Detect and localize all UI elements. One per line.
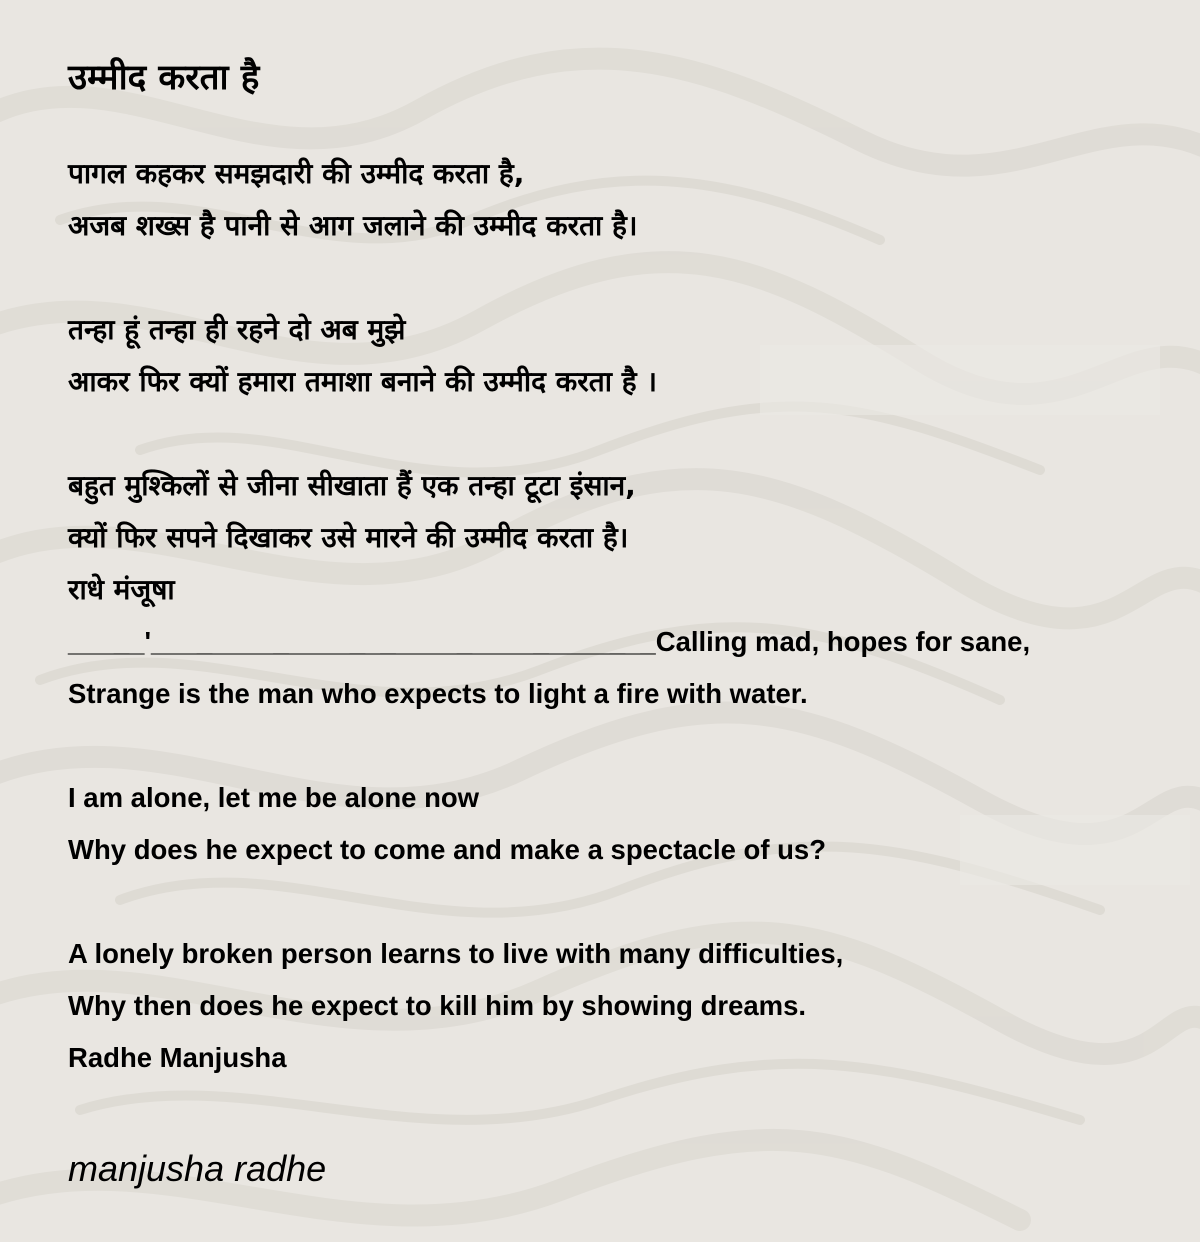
english-line: A lonely broken person learns to live with many difficulties, <box>68 938 844 969</box>
poem-title: उम्मीद करता है <box>68 58 260 98</box>
poet-signature: manjusha radhe <box>68 1148 327 1189</box>
hindi-line: तन्हा हूं तन्हा ही रहने दो अब मुझे <box>68 313 406 346</box>
english-author: Radhe Manjusha <box>68 1042 287 1073</box>
english-line: Why does he expect to come and make a spectacle of us? <box>68 834 827 865</box>
hindi-line: आकर फिर क्यों हमारा तमाशा बनाने की उम्मीद करता है । <box>68 365 657 398</box>
hindi-line: पागल कहकर समझदारी की उम्मीद करता है, <box>68 157 525 190</box>
hindi-line: बहुत मुश्किलों से जीना सीखाता हैं एक तन्हा टूटा इंसान, <box>68 469 636 502</box>
english-line: Why then does he expect to kill him by showing dreams. <box>68 990 807 1021</box>
english-line: _____'_________________________________Calling mad, hopes for sane, <box>68 626 1031 657</box>
english-line: Strange is the man who expects to light a fire with water. <box>68 678 808 709</box>
english-line: I am alone, let me be alone now <box>68 782 480 813</box>
hindi-line: क्यों फिर सपने दिखाकर उसे मारने की उम्मीद करता है। <box>68 521 629 554</box>
hindi-author: राधे मंजूषा <box>68 573 175 606</box>
hindi-line: अजब शख्स है पानी से आग जलाने की उम्मीद करता है। <box>68 209 638 242</box>
